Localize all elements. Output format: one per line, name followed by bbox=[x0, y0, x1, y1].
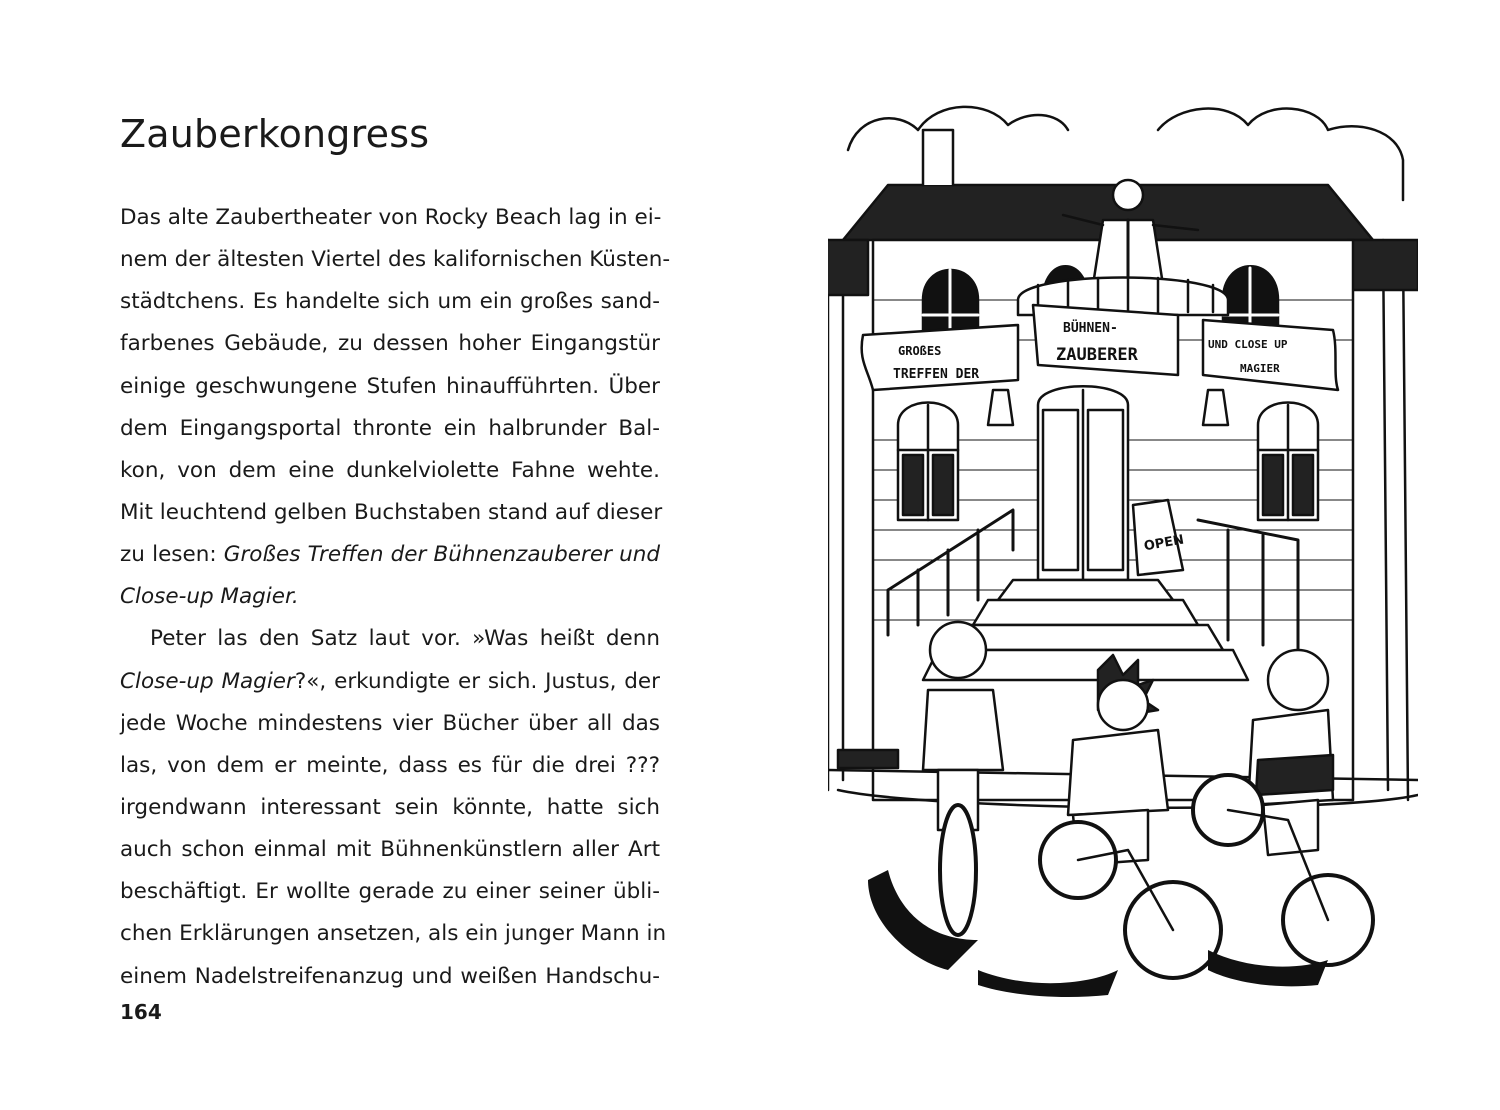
text-line: nem der ältesten Viertel des kalifornischen Küsten- bbox=[120, 247, 671, 273]
banner-left-line1: GROßES bbox=[898, 344, 942, 358]
body-text bbox=[120, 197, 671, 998]
text-line: Peter las den Satz laut vor. »Was heißt denn bbox=[150, 626, 660, 652]
text-line: auch schon einmal mit Bühnenkünstlern aller Art bbox=[120, 837, 660, 863]
banner-right-line2: MAGIER bbox=[1240, 362, 1280, 375]
text-line bbox=[120, 534, 660, 576]
text-line: farbenes Gebäude, zu dessen hoher Eingangstür bbox=[120, 331, 660, 357]
text-line: städtchens. Es handelte sich um ein großes sand- bbox=[120, 289, 660, 315]
text-line bbox=[120, 661, 660, 703]
text-line: Das alte Zaubertheater von Rocky Beach lag in ei- bbox=[120, 205, 662, 230]
text-line: einem Nadelstreifenanzug und weißen Handschu- bbox=[120, 963, 660, 989]
theater-illustration bbox=[828, 90, 1418, 1000]
text-segment: ?«, erkundigte er sich. Justus, der bbox=[294, 668, 660, 694]
text-line: irgendwann interessant sein könnte, hatte sich bbox=[120, 794, 660, 820]
text-line: einige geschwungene Stufen hinaufführten. Über bbox=[120, 373, 660, 399]
chapter-title: Zauberkongress bbox=[120, 112, 430, 156]
page-number: 164 bbox=[120, 1000, 162, 1024]
text-line: jede Woche mindestens vier Bücher über all das bbox=[120, 710, 660, 736]
text-line: dem Eingangsportal thronte ein halbrunder Bal- bbox=[120, 415, 660, 441]
text-line: Mit leuchtend gelben Buchstaben stand auf dieser bbox=[120, 499, 663, 525]
italic-phrase: Close-up Magier bbox=[120, 668, 295, 694]
text-segment: zu lesen: bbox=[120, 542, 224, 568]
italic-phrase: Großes Treffen der Bühnenzauberer und bbox=[223, 542, 660, 568]
text-line: las, von dem er meinte, dass es für die drei ??? bbox=[120, 752, 660, 778]
text-line: chen Erklärungen ansetzen, als ein junger Mann in bbox=[120, 921, 667, 947]
illustration-svg bbox=[828, 90, 1418, 1000]
text-line: kon, von dem eine dunkelviolette Fahne wehte. bbox=[120, 457, 660, 483]
sign-open-text: OPEN bbox=[1142, 532, 1186, 555]
text-line: beschäftigt. Er wollte gerade zu einer seiner übli- bbox=[120, 879, 660, 905]
banner-center-line2: ZAUBERER bbox=[1056, 345, 1138, 365]
text-line: Close-up Magier. bbox=[120, 584, 299, 610]
banner-right-line1: UND CLOSE UP bbox=[1208, 338, 1288, 351]
banner-left-line2: TREFFEN DER bbox=[893, 367, 980, 382]
banner-center-line1: BÜHNEN- bbox=[1063, 321, 1118, 336]
